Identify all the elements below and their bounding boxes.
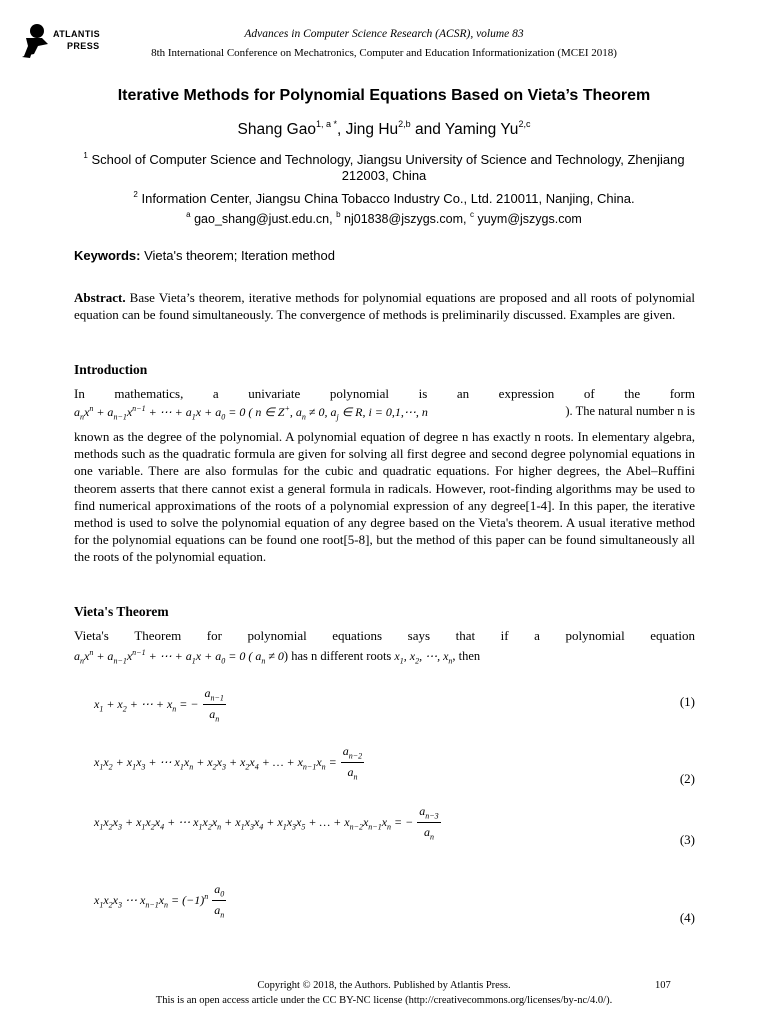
equation-1: $x_1 + x_2$ + ⋯ + $x_n$ = − $\frac{a_{n-1}}{a_n}$ [94,686,224,724]
introduction-body: known as the degree of the polynomial. A polynomial equation of degree n has exactly n roots. In elementary algebra, methods such as the quadratic formula are given for solving all first degree and second degree polynomial equations in one variable. There are also formulas for the cubic and quadratic equations. For higher degrees, the Abel–Ruffini theorem asserts that there cannot exist a general formula in radicals. However, root-finding algorithms may be used to find numerical approximations of the roots of a polynomial expression of any degree[1-4]. In this paper, the iterative method is used to solve the polynomial equation of any degree based on the Vieta's theorem. A usual iterative method for the polynomial equations can be found one root[5-8], but the method of this paper can be found simultaneously all the roots of the polynomial equation. [74,429,695,565]
paper-title: Iterative Methods for Polynomial Equations Based on Vieta’s Theorem [117,87,651,104]
email-mark: c [469,210,474,219]
equation-4: $x_1x_2x_3$ ⋯ $x_{n-1}x_n = (-1)^n$ $\frac{a_0}{a_n}$ [94,882,225,920]
email-mark: b [336,210,341,219]
word: a [534,628,540,643]
email-list [0,210,768,226]
abstract-label: Abstract. [74,290,126,305]
author-separator: , [336,121,346,138]
keywords [74,248,335,263]
word: polynomial [247,628,307,643]
email-address: nj01838@jszygs.com, [344,212,467,226]
logo-text-press: PRESS [67,41,100,51]
journal-header: Advances in Computer Science Research (ACSR), volume 83 [244,28,524,40]
word: expression [498,386,555,401]
roots-formula: $x_1$, $x_2$, ⋯, $x_n$ [394,649,453,666]
polynomial-form-formula: $a_nx^n + a_{n-1}x^{n-1}$ + ⋯ + $a_1x + a_0 = 0$ ( n ∈ Z+, $a_n \ne 0$, $a_j$ ∈ R, i = 0,1,⋯, n [74,404,428,422]
author-separator: and [410,121,445,138]
word: that [455,628,476,643]
word: if [500,628,509,643]
word: Vieta's [74,628,109,643]
abstract-text: Base Vieta’s theorem, iterative methods for polynomial equations are proposed and all roots of polynomial equation can be found simultaneously. The convergence of methods is preliminarily discussed. Examples are given. [74,290,695,323]
affiliation-text: School of Computer Science and Technology, Jiangsu University of Science and Technology, Zhenjiang 212003, China [91,152,685,183]
email-mark: a [186,210,191,219]
author-affiliation-mark: 2,c [518,119,531,129]
intro-line2-tail: ). The natural number n is [565,404,695,418]
word: the [624,386,641,401]
page-number: 107 [655,980,671,991]
author-name: Yaming Yu [444,121,519,138]
word: equations [332,628,383,643]
word: form [669,386,695,401]
word: is [418,386,428,401]
author-name: Jing Hu [345,121,399,138]
word: for [206,628,222,643]
vieta-first-line [74,628,695,644]
keywords-label: Keywords: [74,248,141,263]
vieta-second-line [74,648,480,665]
intro-first-line [74,386,695,402]
equation-3: $x_1x_2x_3 + x_1x_2x_4$ + ⋯ $x_1x_2x_n + x_1x_3x_4 + x_1x_3x_5$ + … + $x_{n-2}x_{n-1}x_n$ = − $\frac{a_{n-3}}{a_n}$ [94,804,439,842]
affiliation-mark: 2 [133,190,138,199]
equation-number: (3) [679,832,695,847]
equation-number: (4) [679,910,695,925]
abstract [74,289,695,323]
author-affiliation-mark: 2,b [398,119,411,129]
copyright-notice: Copyright © 2018, the Authors. Published by Atlantis Press. [257,980,511,991]
word: a [212,386,219,401]
intro-second-line [74,404,695,421]
conference-header: 8th International Conference on Mechatronics, Computer and Education Informationization (MCEI 2018) [151,47,617,59]
word: says [407,628,431,643]
affiliation-2 [60,187,708,207]
email-address: yuym@jszygs.com [477,212,582,226]
affiliation-1 [60,148,708,184]
logo-text-atlantis: ATLANTIS [53,29,101,39]
email-address: gao_shang@just.edu.cn, [194,212,333,226]
equation-2: $x_1x_2 + x_1x_3$ + ⋯ $x_1x_n + x_2x_3 + x_2x_4$ + … + $x_{n-1}x_n$ = $\frac{a_{n-2}}{a_n}$ [94,744,363,782]
author-name: Shang Gao [237,121,316,138]
license-notice: This is an open access article under the CC BY-NC license (http://creativecommons.org/licenses/by-nc/4.0/). [155,995,613,1006]
polynomial-equation-formula: $a_nx^n + a_{n-1}x^{n-1}$ + ⋯ + $a_1x + a_0 = 0$ ( $a_n \ne 0$ [74,648,284,666]
word: equation [650,628,695,643]
equation-number: (2) [679,771,695,786]
word: polynomial [329,386,390,401]
affiliation-text: Information Center, Jiangsu China Tobacco Industry Co., Ltd. 210011, Nanjing, China. [141,191,635,206]
word: polynomial [565,628,625,643]
affiliation-mark: 1 [83,151,88,160]
word: an [456,386,470,401]
section-heading-introduction: Introduction [74,362,148,377]
word: of [583,386,595,401]
author-list [0,119,768,139]
word: In [74,386,85,401]
word: Theorem [134,628,182,643]
author-affiliation-mark: 1, a * [315,119,337,129]
word: mathematics, [114,386,184,401]
keywords-text: Vieta's theorem; Iteration method [144,248,335,263]
vieta-line2-tail: , then [452,649,481,663]
word: univariate [248,386,301,401]
equation-number: (1) [679,694,695,709]
vieta-line2-mid: ) has n different roots [283,649,392,663]
section-heading-vieta: Vieta's Theorem [74,604,169,619]
